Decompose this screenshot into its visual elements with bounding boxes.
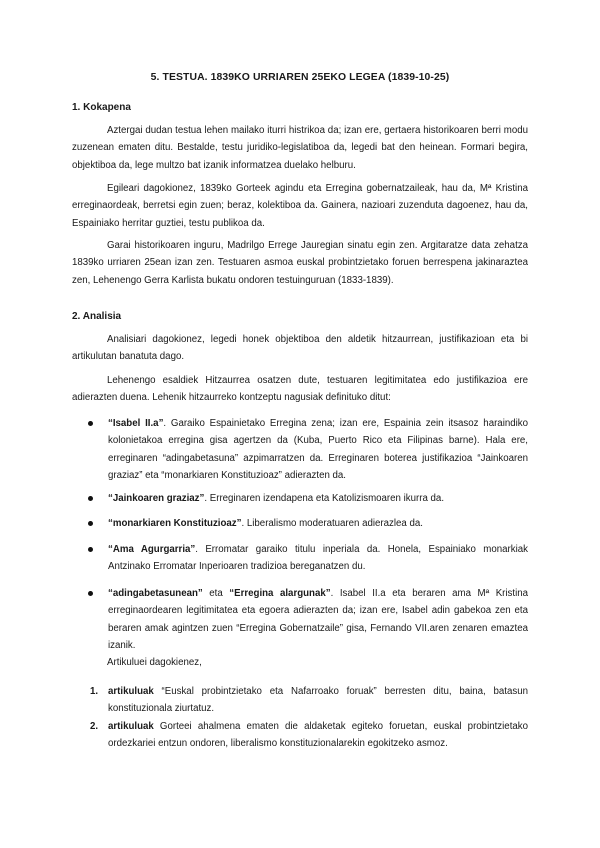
bullet-dot-icon — [88, 521, 93, 526]
bullet-dot-icon — [88, 421, 93, 426]
bullet-text: . Isabel II.a eta beraren ama Mª Kristina erreginaordearen legitimitatea eta egoera adierazten da; izan ere, Isabel adin gabekoa zen eta beraren amak agintzen zuen “Erregina Gobernatzaile” gisa, Fernando VII.aren zenaren emaztea izanik. — [108, 588, 528, 652]
bullet-dot-icon — [88, 496, 93, 501]
bullet-item — [108, 541, 528, 576]
section-heading-analisia: 2. Analisia — [72, 311, 122, 322]
bullet-item — [108, 415, 528, 485]
bullet-term: “Isabel II.a” — [108, 418, 164, 429]
article-term: artikuluak — [108, 686, 154, 697]
article-text: “Euskal probintzietako eta Nafarroako foruak” berresten ditu, baina, batasun konstituzionala ziurtatuz. — [108, 686, 528, 715]
bullet-item — [108, 490, 528, 507]
article-term: artikuluak — [108, 721, 154, 732]
article-item — [90, 683, 528, 718]
article-item — [90, 718, 528, 753]
bullet-text: . Erromatar garaiko titulu inperiala da. Honela, Espainiako monarkiak Antzinako Erromatar Inperioaren tradizioa bereganatzen du. — [108, 544, 528, 573]
paragraph-analisia-1: Analisiari dagokionez, legedi honek objektiboa den aldetik hitzaurrean, justifikazioan eta bi artikulutan banatuta dago. — [72, 334, 528, 363]
section-heading-kokapena: 1. Kokapena — [72, 102, 131, 113]
bullet-text: . Garaiko Espainietako Erregina zena; izan ere, Espainia zein itsasoz haraindiko kolonietakoa erregina gisa agertzen da (Kuba, Puerto Rico eta Filipinas barne). Hala ere, erreginaren “adingabetasuna” azpimarratzen da. Erreginaren boterea justifikazioa “Jainkoaren graziaz” eta “monarkiaren Konstituzioaz” adierazten da. — [108, 418, 529, 482]
bullet-item — [108, 515, 528, 532]
bullet-term: “adingabetasunean” — [108, 588, 203, 599]
articles-intro: Artikuluei dagokienez, — [107, 657, 202, 668]
paragraph-kokapena-1: Aztergai dudan testua lehen mailako iturri histrikoa da; izan ere, gertaera historikoaren berri modu zuzenean ematen ditu. Bestalde, testu juridiko-legislatiboa da, legedi bat den heinean. Formari begira, objektiboa da, lege multzo bat izanik informatzea duelako helburu. — [72, 125, 528, 171]
bullet-term: “Ama Agurgarria” — [108, 544, 196, 555]
bullet-text-mid: eta — [202, 588, 230, 599]
bullet-text: . Liberalismo moderatuaren adierazlea da. — [241, 518, 423, 529]
bullet-item — [108, 585, 528, 655]
bullet-dot-icon — [88, 547, 93, 552]
article-number: 1. — [90, 686, 99, 697]
bullet-text: . Erreginaren izendapena eta Katolizismoaren ikurra da. — [204, 493, 445, 504]
document-title: 5. TESTUA. 1839KO URRIAREN 25EKO LEGEA (1839-10-25) — [150, 72, 450, 83]
bullet-term: “Jainkoaren graziaz” — [108, 493, 205, 504]
article-number: 2. — [90, 721, 99, 732]
bullet-term-2: “Erregina alargunak” — [229, 588, 331, 599]
article-text: Gorteei ahalmena ematen die aldaketak egiteko foruetan, euskal probintzietako ordezkariei entzun ondoren, liberalismo konstituzionalarekin egokitzeko asmoz. — [108, 721, 528, 750]
paragraph-kokapena-3: Garai historikoaren inguru, Madrilgo Errege Jauregian sinatu egin zen. Argitaratze data zehatza 1839ko urriaren 25ean izan zen. Testuaren asmoa euskal probintzietako foruen berrespena jakinaraztea zen, Lehenengo Gerra Karlista bukatu ondoren testuinguruan (1833-1839). — [72, 240, 528, 286]
paragraph-kokapena-2: Egileari dagokionez, 1839ko Gorteek agindu eta Erregina gobernatzaileak, hau da, Mª Kristina erreginaordeak, berretsi egin zuen; beraz, kolektiboa da. Gainera, nazioari zuzenduta dagoenez, hau da, Espainiako herritar guztiei, testu publikoa da. — [72, 183, 528, 229]
bullet-dot-icon — [88, 591, 93, 596]
paragraph-analisia-2: Lehenengo esaldiek Hitzaurrea osatzen dute, testuaren legitimitatea edo justifikazioa ere adierazten duena. Lehenik hitzaurreko kontzeptu nagusiak definituko ditut: — [72, 375, 528, 404]
bullet-term: “monarkiaren Konstituzioaz” — [108, 518, 242, 529]
